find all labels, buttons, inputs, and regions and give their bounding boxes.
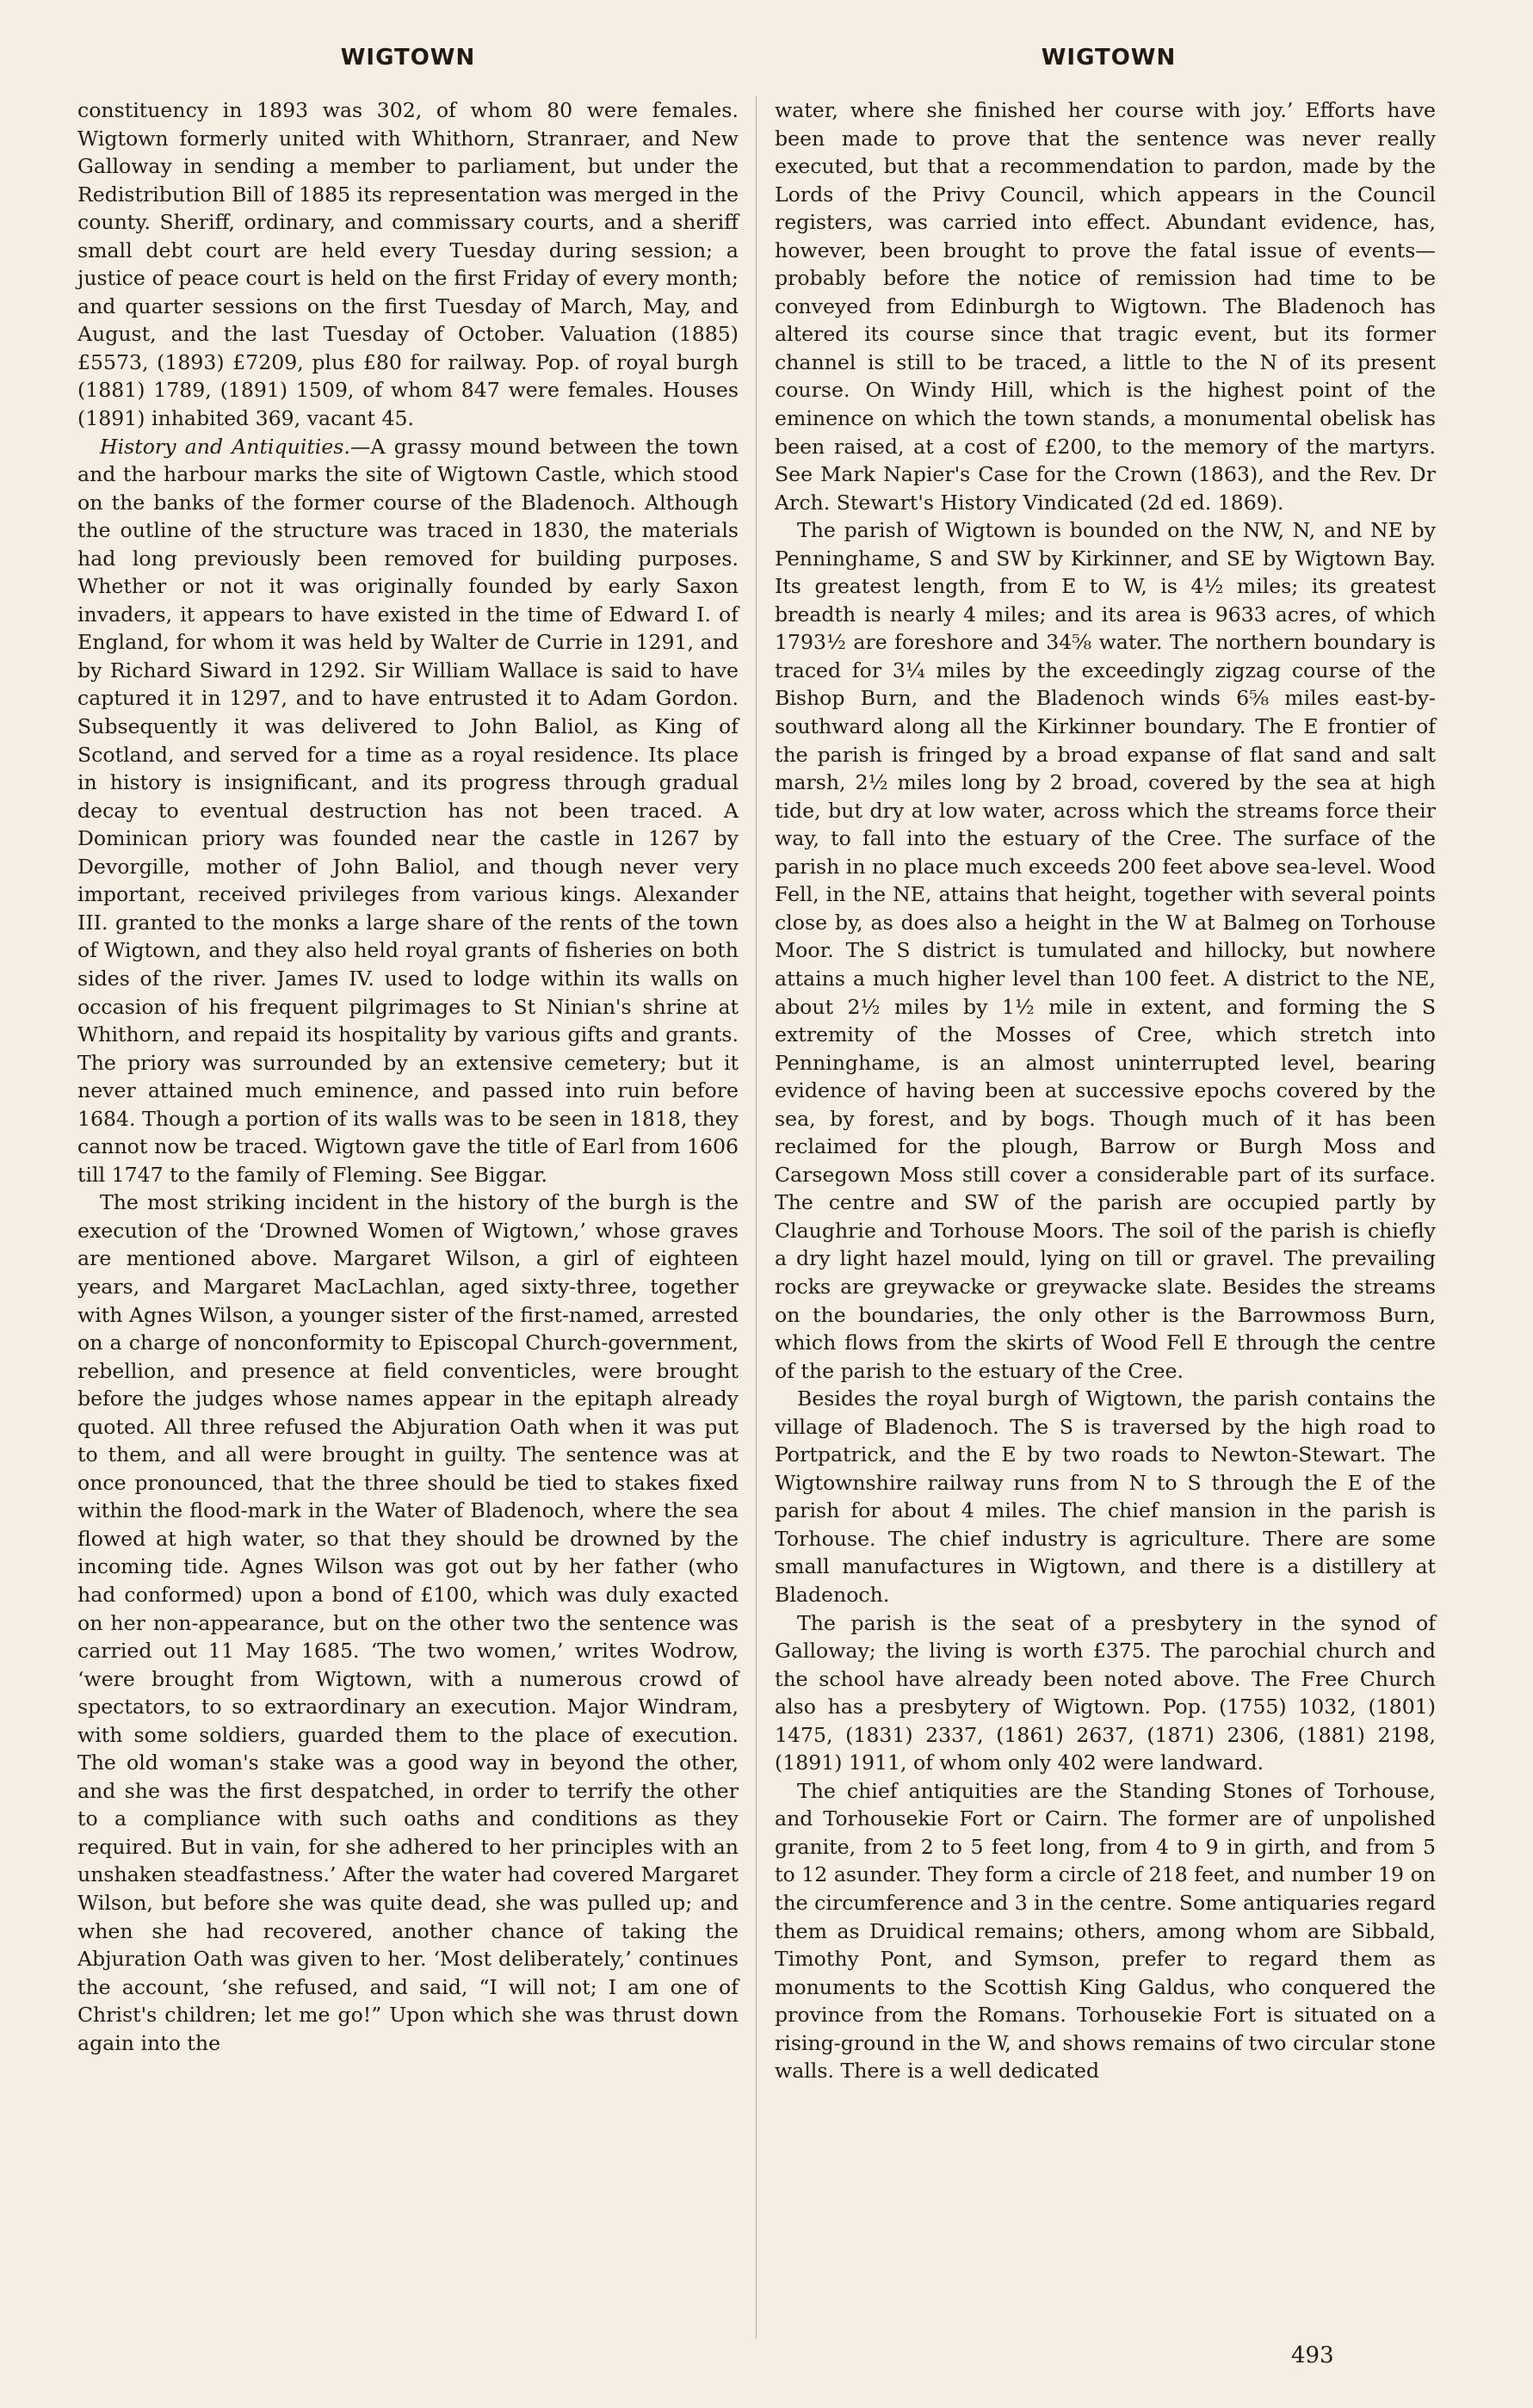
section-heading: History and Antiquities.— [100, 434, 371, 459]
paragraph: Besides the royal burgh of Wigtown, the parish contains the village of Bladenoch. The S is traversed by the high road to Portpatrick, and the E by two roads to Newton-Stewart. The Wigtownshire railway runs from N to S through the E of the parish for about 4 miles. The chief mansion in the parish is Torhouse. The chief industry is agriculture. There are some small manufactures in Wigtown, and there is a distillery at Bladenoch. [775, 1386, 1436, 1607]
left-text-column [77, 96, 739, 2057]
paragraph [77, 433, 739, 1189]
running-header-left: WIGTOWN [340, 45, 476, 71]
paragraph: water, where she finished her course with joy.’ Efforts have been made to prove that the sentence was never really executed, but that a recommendation to pardon, made by the Lords of the Privy Council, which appears in the Council registers, was carried into effect. Abundant evidence, has, however, been brought to prove the fatal issue of events—probably before the notice of remission had time to be conveyed from Edinburgh to Wigtown. The Bladenoch has altered its course since that tragic event, but its former channel is still to be traced, a little to the N of its present course. On Windy Hill, which is the highest point of the eminence on which the town stands, a monumental obelisk has been raised, at a cost of £200, to the memory of the martyrs. See Mark Napier's Case for the Crown (1863), and the Rev. Dr Arch. Stewart's History Vindicated (2d ed. 1869). [775, 98, 1436, 515]
page-number: 493 [1291, 2343, 1334, 2368]
paragraph: constituency in 1893 was 302, of whom 80 were females. Wigtown formerly united with Whithorn, Stranraer, and New Galloway in sending a member to parliament, but under the Redistribution Bill of 1885 its representation was merged in the county. Sheriff, ordinary, and commissary courts, and a sheriff small debt court are held every Tuesday during session; a justice of peace court is held on the first Friday of every month; and quarter sessions on the first Tuesday of March, May, and August, and the last Tuesday of October. Valuation (1885) £5573, (1893) £7209, plus £80 for railway. Pop. of royal burgh (1881) 1789, (1891) 1509, of whom 847 were females. Houses (1891) inhabited 369, vacant 45. [77, 98, 739, 431]
paragraph: The most striking incident in the history of the burgh is the execution of the ‘Drowned Women of Wigtown,’ whose graves are mentioned above. Margaret Wilson, a girl of eighteen years, and Margaret MacLachlan, aged sixty-three, together with Agnes Wilson, a younger sister of the first-named, arrested on a charge of nonconformity to Episcopal Church-government, rebellion, and presence at field conventicles, were brought before the judges whose names appear in the epitaph already quoted. All three refused the Abjuration Oath when it was put to them, and all were brought in guilty. The sentence was at once pronounced, that the three should be tied to stakes fixed within the flood-mark in the Water of Bladenoch, where the sea flowed at high water, so that they should be drowned by the incoming tide. Agnes Wilson was got out by her father (who had conformed) upon a bond of £100, which was duly exacted on her non-appearance, but on the other two the sentence was carried out 11 May 1685. ‘The two women,’ writes Wodrow, ‘were brought from Wigtown, with a numerous crowd of spectators, to so extraordinary an execution. Major Windram, with some soldiers, guarded them to the place of execution. The old woman's stake was a good way in beyond the other, and she was the first despatched, in order to terrify the other to a compliance with such oaths and conditions as they required. But in vain, for she adhered to her principles with an unshaken steadfastness.’ After the water had covered Margaret Wilson, but before she was quite dead, she was pulled up; and when she had recovered, another chance of taking the Abjuration Oath was given to her. ‘Most deliberately,’ continues the account, ‘she refused, and said, “I will not; I am one of Christ's children; let me go!” Upon which she was thrust down again into the [77, 1190, 739, 2055]
paragraph-body: A grassy mound between the town and the harbour marks the site of Wigtown Castle, which stood on the banks of the former course of the Bladenoch. Although the outline of the structure was traced in 1830, the materials had long previously been removed for building purposes. Whether or not it was originally founded by early Saxon invaders, it appears to have existed in the time of Edward I. of England, for whom it was held by Walter de Currie in 1291, and by Richard Siward in 1292. Sir William Wallace is said to have captured it in 1297, and to have entrusted it to Adam Gordon. Subsequently it was delivered to John Baliol, as King of Scotland, and served for a time as a royal residence. Its place in history is insignificant, and its progress through gradual decay to eventual destruction has not been traced. A Dominican priory was founded near the castle in 1267 by Devorgille, mother of John Baliol, and though never very important, received privileges from various kings. Alexander III. granted to the monks a large share of the rents of the town of Wigtown, and they also held royal grants of fisheries on both sides of the river. James IV. used to lodge within its walls on occasion of his frequent pilgrimages to St Ninian's shrine at Whithorn, and repaid its hospitality by various gifts and grants. The priory was surrounded by an extensive cemetery; but it never attained much eminence, and passed into ruin before 1684. Though a portion of its walls was to be seen in 1818, they cannot now be traced. Wigtown gave the title of Earl from 1606 till 1747 to the family of Fleming. See Biggar. [77, 434, 739, 1187]
paragraph: The chief antiquities are the Standing Stones of Torhouse, and Torhousekie Fort or Cairn. The former are of unpolished granite, from 2 to 5 feet long, from 4 to 9 in girth, and from 5 to 12 asunder. They form a circle of 218 feet, and number 19 on the circumference and 3 in the centre. Some antiquaries regard them as Druidical remains; others, among whom are Sibbald, Timothy Pont, and Symson, prefer to regard them as monuments to the Scottish King Galdus, who conquered the province from the Romans. Torhousekie Fort is situated on a rising-ground in the W, and shows remains of two circular stone walls. There is a well dedicated [775, 1778, 1436, 2084]
column-divider [756, 96, 757, 2338]
right-text-column [775, 96, 1436, 2085]
paragraph: The parish of Wigtown is bounded on the NW, N, and NE by Penninghame, S and SW by Kirkinner, and SE by Wigtown Bay. Its greatest length, from E to W, is 4½ miles; its greatest breadth is nearly 4 miles; and its area is 9633 acres, of which 1793½ are foreshore and 34⅝ water. The northern boundary is traced for 3¼ miles by the exceedingly zigzag course of the Bishop Burn, and the Bladenoch winds 6⅝ miles east-by-southward along all the Kirkinner boundary. The E frontier of the parish is fringed by a broad expanse of flat sand and salt marsh, 2½ miles long by 2 broad, covered by the sea at high tide, but dry at low water, across which the streams force their way, to fall into the estuary of the Cree. The surface of the parish in no place much exceeds 200 feet above sea-level. Wood Fell, in the NE, attains that height, together with several points close by, as does also a height in the W at Balmeg on Torhouse Moor. The S district is tumulated and hillocky, but nowhere attains a much higher level than 100 feet. A district to the NE, about 2½ miles by 1½ mile in extent, and forming the S extremity of the Mosses of Cree, which stretch into Penninghame, is an almost uninterrupted level, bearing evidence of having been at successive epochs covered by the sea, by forest, and by bogs. Though much of it has been reclaimed for the plough, Barrow or Burgh Moss and Carsegown Moss still cover a considerable part of its surface. The centre and SW of the parish are occupied partly by Claughrie and Torhouse Moors. The soil of the parish is chiefly a dry light hazel mould, lying on till or gravel. The prevailing rocks are greywacke or greywacke slate. Besides the streams on the boundaries, the only other is the Barrowmoss Burn, which flows from the skirts of Wood Fell E through the centre of the parish to the estuary of the Cree. [775, 518, 1436, 1383]
running-header-right: WIGTOWN [1041, 45, 1177, 71]
paragraph: The parish is the seat of a presbytery in the synod of Galloway; the living is worth £375. The parochial church and the school have already been noted above. The Free Church also has a presbytery of Wigtown. Pop. (1755) 1032, (1801) 1475, (1831) 2337, (1861) 2637, (1871) 2306, (1881) 2198, (1891) 1911, of whom only 402 were landward. [775, 1610, 1436, 1775]
